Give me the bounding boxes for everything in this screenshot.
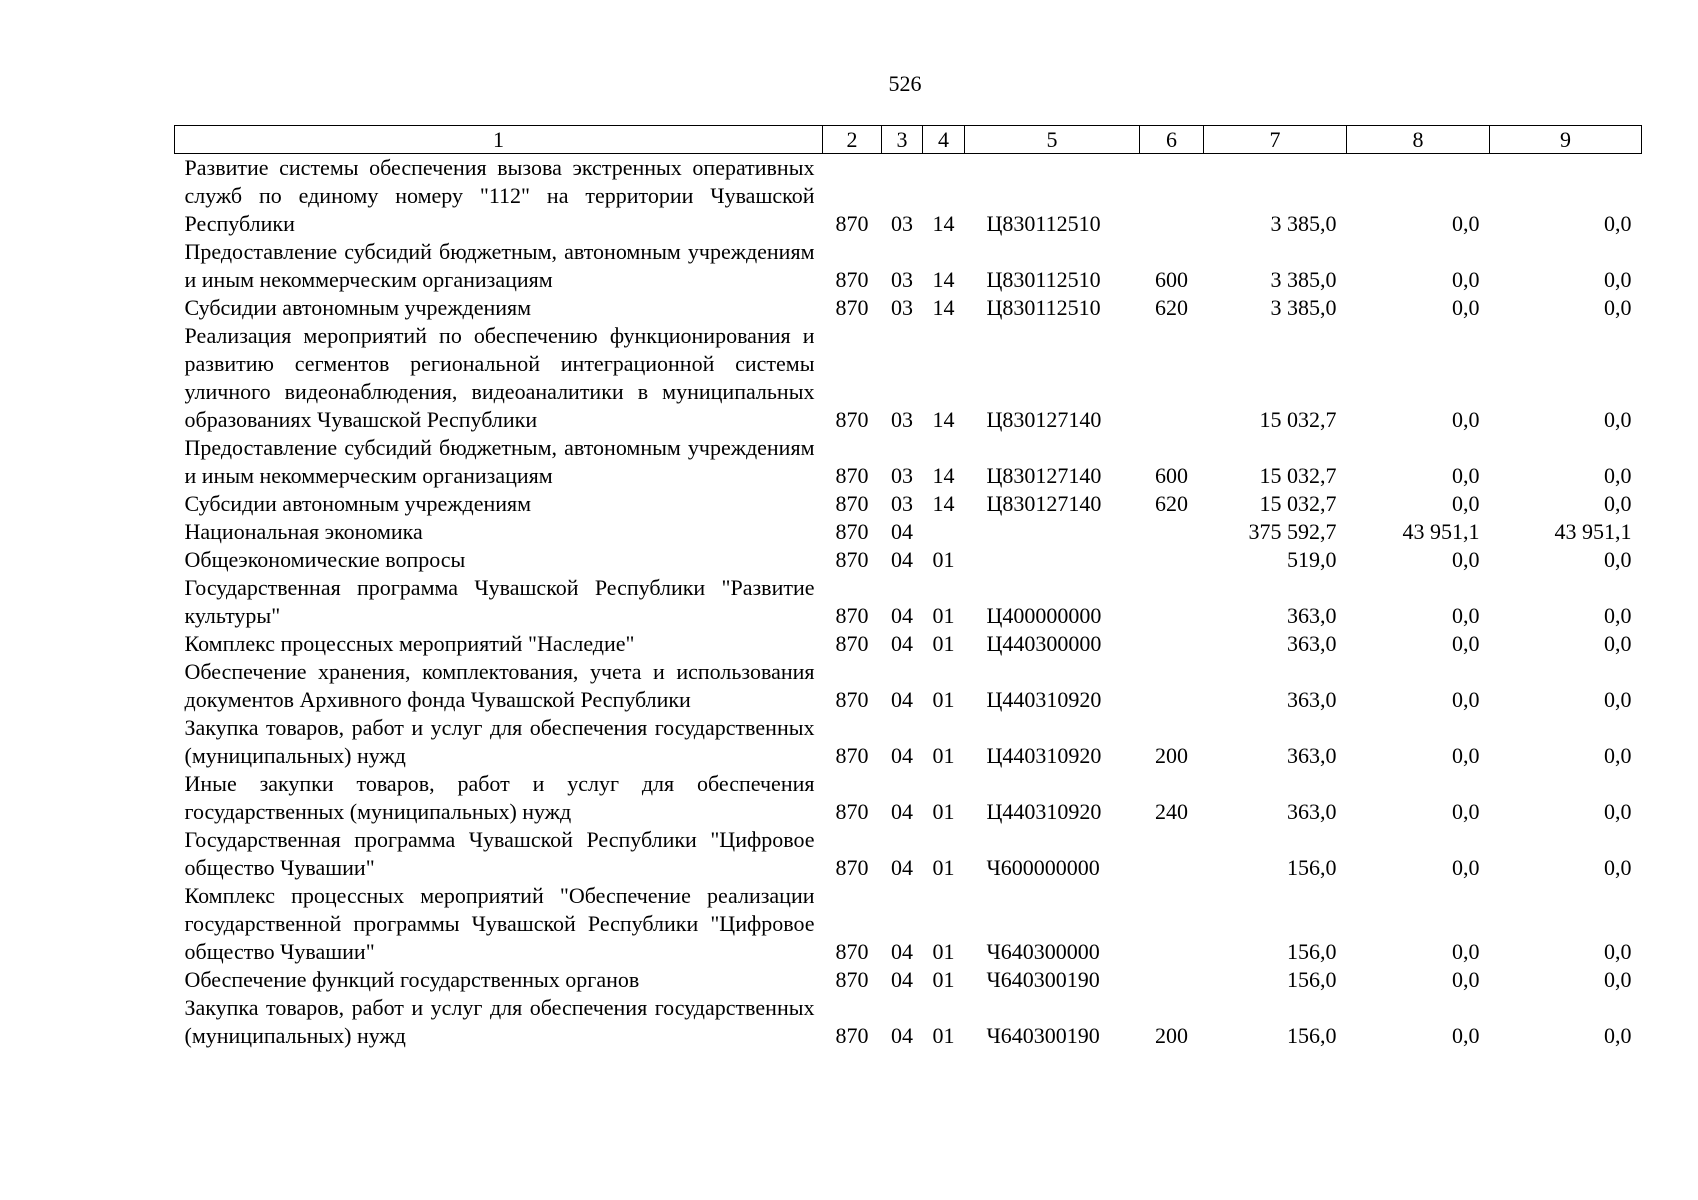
target-article-code: Ц830127140 — [986, 407, 1102, 432]
row-description: Государственная программа Чувашской Республики "Развитие культуры" — [184, 575, 815, 628]
table-row — [175, 714, 1642, 770]
target-article-code: Ц440310920 — [986, 743, 1102, 768]
admin-code: 870 — [835, 967, 869, 992]
section-code: 04 — [891, 939, 913, 964]
amount-col8: 0,0 — [1452, 463, 1480, 488]
target-article-code: Ц400000000 — [986, 603, 1102, 628]
page-number: 526 — [888, 71, 922, 96]
table-row — [175, 518, 1642, 546]
expense-type-code: 200 — [1155, 1023, 1188, 1048]
col-header-5: 5 — [965, 126, 1140, 154]
target-article-code: Ч640300000 — [986, 939, 1100, 964]
row-description: Государственная программа Чувашской Республики "Цифровое общество Чувашии" — [184, 827, 815, 880]
subsection-code: 01 — [932, 855, 955, 880]
amount-col8: 0,0 — [1452, 211, 1480, 236]
target-article-code: Ч640300190 — [986, 967, 1100, 992]
subsection-code: 01 — [932, 967, 955, 992]
admin-code: 870 — [835, 463, 869, 488]
amount-col8: 0,0 — [1452, 491, 1480, 516]
section-code: 03 — [891, 463, 913, 488]
expense-type-code — [1140, 322, 1204, 434]
amount-col7: 363,0 — [1287, 799, 1337, 824]
amount-col8: 0,0 — [1452, 799, 1480, 824]
admin-code: 870 — [835, 631, 869, 656]
row-description: Закупка товаров, работ и услуг для обеспечения государственных (муниципальных) нужд — [184, 995, 815, 1048]
amount-col7: 375 592,7 — [1248, 519, 1337, 544]
table-row — [175, 966, 1642, 994]
admin-code: 870 — [835, 855, 869, 880]
admin-code: 870 — [835, 491, 869, 516]
subsection-code: 01 — [932, 603, 955, 628]
target-article-code — [965, 546, 1140, 574]
target-article-code: Ч640300190 — [986, 1023, 1100, 1048]
expense-type-code — [1140, 154, 1204, 239]
expense-type-code: 200 — [1155, 743, 1188, 768]
expense-type-code — [1140, 658, 1204, 714]
table-row — [175, 630, 1642, 658]
section-code: 03 — [891, 491, 913, 516]
amount-col9: 0,0 — [1604, 407, 1632, 432]
subsection-code: 14 — [932, 463, 955, 488]
admin-code: 870 — [835, 1023, 869, 1048]
amount-col7: 363,0 — [1287, 603, 1337, 628]
row-description: Субсидии автономным учреждениям — [184, 295, 532, 320]
table-row — [175, 434, 1642, 490]
amount-col9: 0,0 — [1604, 687, 1632, 712]
expense-type-code: 240 — [1155, 799, 1188, 824]
expense-type-code — [1140, 882, 1204, 966]
row-description: Предоставление субсидий бюджетным, автономным учреждениям и иным некоммерческим организациям — [184, 239, 815, 292]
amount-col7: 3 385,0 — [1270, 295, 1337, 320]
table-row — [175, 994, 1642, 1050]
amount-col9: 0,0 — [1604, 547, 1632, 572]
target-article-code: Ц440300000 — [986, 631, 1102, 656]
amount-col8: 0,0 — [1452, 967, 1480, 992]
admin-code: 870 — [835, 267, 869, 292]
row-description: Обеспечение функций государственных органов — [184, 967, 640, 992]
subsection-code: 01 — [932, 743, 955, 768]
expense-type-code: 620 — [1155, 491, 1188, 516]
target-article-code: Ц830127140 — [986, 491, 1102, 516]
amount-col7: 156,0 — [1287, 855, 1337, 880]
section-code: 04 — [891, 967, 913, 992]
subsection-code: 14 — [932, 295, 955, 320]
amount-col8: 0,0 — [1452, 687, 1480, 712]
col-header-6: 6 — [1140, 126, 1204, 154]
section-code: 04 — [891, 1023, 913, 1048]
amount-col7: 156,0 — [1287, 1023, 1337, 1048]
section-code: 04 — [891, 799, 913, 824]
section-code: 04 — [891, 743, 913, 768]
section-code: 04 — [891, 603, 913, 628]
table-row — [175, 826, 1642, 882]
admin-code: 870 — [835, 743, 869, 768]
amount-col8: 0,0 — [1452, 407, 1480, 432]
expense-type-code — [1140, 518, 1204, 546]
header-row — [175, 126, 1642, 154]
amount-col8: 0,0 — [1452, 743, 1480, 768]
subsection-code — [923, 518, 965, 546]
section-code: 03 — [891, 295, 913, 320]
subsection-code: 01 — [932, 547, 955, 572]
col-header-8: 8 — [1347, 126, 1490, 154]
col-header-3: 3 — [882, 126, 923, 154]
amount-col7: 3 385,0 — [1270, 211, 1337, 236]
table-row — [175, 546, 1642, 574]
table-row — [175, 154, 1642, 239]
row-description: Комплекс процессных мероприятий "Наследие" — [184, 631, 635, 656]
admin-code: 870 — [835, 547, 869, 572]
subsection-code: 14 — [932, 267, 955, 292]
col-header-2: 2 — [823, 126, 882, 154]
section-code: 04 — [891, 547, 913, 572]
amount-col9: 43 951,1 — [1554, 519, 1632, 544]
amount-col9: 0,0 — [1604, 1023, 1632, 1048]
amount-col9: 0,0 — [1604, 631, 1632, 656]
subsection-code: 14 — [932, 211, 955, 236]
amount-col9: 0,0 — [1604, 743, 1632, 768]
amount-col7: 156,0 — [1287, 939, 1337, 964]
expense-type-code — [1140, 826, 1204, 882]
col-header-1: 1 — [175, 126, 823, 154]
table-row — [175, 238, 1642, 294]
target-article-code: Ч600000000 — [986, 855, 1100, 880]
amount-col9: 0,0 — [1604, 603, 1632, 628]
amount-col7: 15 032,7 — [1259, 491, 1337, 516]
amount-col8: 43 951,1 — [1402, 519, 1480, 544]
table-row — [175, 574, 1642, 630]
target-article-code: Ц830112510 — [986, 211, 1101, 236]
amount-col7: 519,0 — [1287, 547, 1337, 572]
admin-code: 870 — [835, 799, 869, 824]
section-code: 04 — [891, 855, 913, 880]
subsection-code: 14 — [932, 407, 955, 432]
row-description: Реализация мероприятий по обеспечению функционирования и развитию сегментов региональной интеграционной системы уличного видеонаблюдения, видеоаналитики в муниципальных образованиях Чувашской Республики — [184, 323, 815, 432]
subsection-code: 01 — [932, 799, 955, 824]
target-article-code: Ц830127140 — [986, 463, 1102, 488]
col-header-9: 9 — [1490, 126, 1642, 154]
section-code: 03 — [891, 407, 913, 432]
table-row — [175, 658, 1642, 714]
row-description: Общеэкономические вопросы — [184, 547, 466, 572]
target-article-code: Ц440310920 — [986, 687, 1102, 712]
expense-type-code — [1140, 630, 1204, 658]
amount-col9: 0,0 — [1604, 211, 1632, 236]
amount-col8: 0,0 — [1452, 267, 1480, 292]
expense-type-code — [1140, 546, 1204, 574]
amount-col7: 3 385,0 — [1270, 267, 1337, 292]
target-article-code: Ц830112510 — [986, 295, 1101, 320]
subsection-code: 01 — [932, 939, 955, 964]
amount-col8: 0,0 — [1452, 939, 1480, 964]
admin-code: 870 — [835, 519, 869, 544]
table-row — [175, 294, 1642, 322]
amount-col8: 0,0 — [1452, 855, 1480, 880]
table-row — [175, 490, 1642, 518]
target-article-code: Ц830112510 — [986, 267, 1101, 292]
amount-col9: 0,0 — [1604, 295, 1632, 320]
amount-col7: 15 032,7 — [1259, 407, 1337, 432]
subsection-code: 01 — [932, 1023, 955, 1048]
col-header-4: 4 — [923, 126, 965, 154]
row-description: Субсидии автономным учреждениям — [184, 491, 532, 516]
amount-col9: 0,0 — [1604, 267, 1632, 292]
table-row — [175, 770, 1642, 826]
expense-type-code: 620 — [1155, 295, 1188, 320]
amount-col8: 0,0 — [1452, 603, 1480, 628]
section-code: 03 — [891, 267, 913, 292]
expense-type-code — [1140, 574, 1204, 630]
section-code: 04 — [891, 687, 913, 712]
admin-code: 870 — [835, 295, 869, 320]
row-description: Предоставление субсидий бюджетным, автономным учреждениям и иным некоммерческим организациям — [184, 435, 815, 488]
admin-code: 870 — [835, 211, 869, 236]
section-code: 04 — [891, 519, 913, 544]
amount-col9: 0,0 — [1604, 967, 1632, 992]
admin-code: 870 — [835, 939, 869, 964]
row-description: Развитие системы обеспечения вызова экстренных оперативных служб по единому номеру "112" на территории Чувашской Республики — [184, 155, 815, 236]
admin-code: 870 — [835, 603, 869, 628]
amount-col9: 0,0 — [1604, 799, 1632, 824]
row-description: Иные закупки товаров, работ и услуг для обеспечения государственных (муниципальных) нужд — [184, 771, 815, 824]
section-code: 04 — [891, 631, 913, 656]
table-row — [175, 882, 1642, 966]
subsection-code: 01 — [932, 631, 955, 656]
amount-col7: 363,0 — [1287, 631, 1337, 656]
amount-col9: 0,0 — [1604, 491, 1632, 516]
row-description: Национальная экономика — [184, 519, 423, 544]
amount-col7: 363,0 — [1287, 743, 1337, 768]
amount-col8: 0,0 — [1452, 295, 1480, 320]
section-code: 03 — [891, 211, 913, 236]
budget-table — [174, 125, 1642, 1050]
amount-col7: 363,0 — [1287, 687, 1337, 712]
subsection-code: 01 — [932, 687, 955, 712]
subsection-code: 14 — [932, 491, 955, 516]
amount-col7: 15 032,7 — [1259, 463, 1337, 488]
col-header-7: 7 — [1204, 126, 1347, 154]
amount-col9: 0,0 — [1604, 939, 1632, 964]
amount-col8: 0,0 — [1452, 631, 1480, 656]
amount-col9: 0,0 — [1604, 463, 1632, 488]
amount-col7: 156,0 — [1287, 967, 1337, 992]
row-description: Обеспечение хранения, комплектования, учета и использования документов Архивного фонда Чувашской Республики — [184, 659, 815, 712]
expense-type-code: 600 — [1155, 463, 1188, 488]
amount-col8: 0,0 — [1452, 1023, 1480, 1048]
amount-col9: 0,0 — [1604, 855, 1632, 880]
expense-type-code — [1140, 966, 1204, 994]
expense-type-code: 600 — [1155, 267, 1188, 292]
row-description: Комплекс процессных мероприятий "Обеспечение реализации государственной программы Чувашской Республики "Цифровое общество Чувашии" — [184, 883, 815, 964]
target-article-code — [965, 518, 1140, 546]
admin-code: 870 — [835, 687, 869, 712]
table-row — [175, 322, 1642, 434]
amount-col8: 0,0 — [1452, 547, 1480, 572]
admin-code: 870 — [835, 407, 869, 432]
target-article-code: Ц440310920 — [986, 799, 1102, 824]
row-description: Закупка товаров, работ и услуг для обеспечения государственных (муниципальных) нужд — [184, 715, 815, 768]
